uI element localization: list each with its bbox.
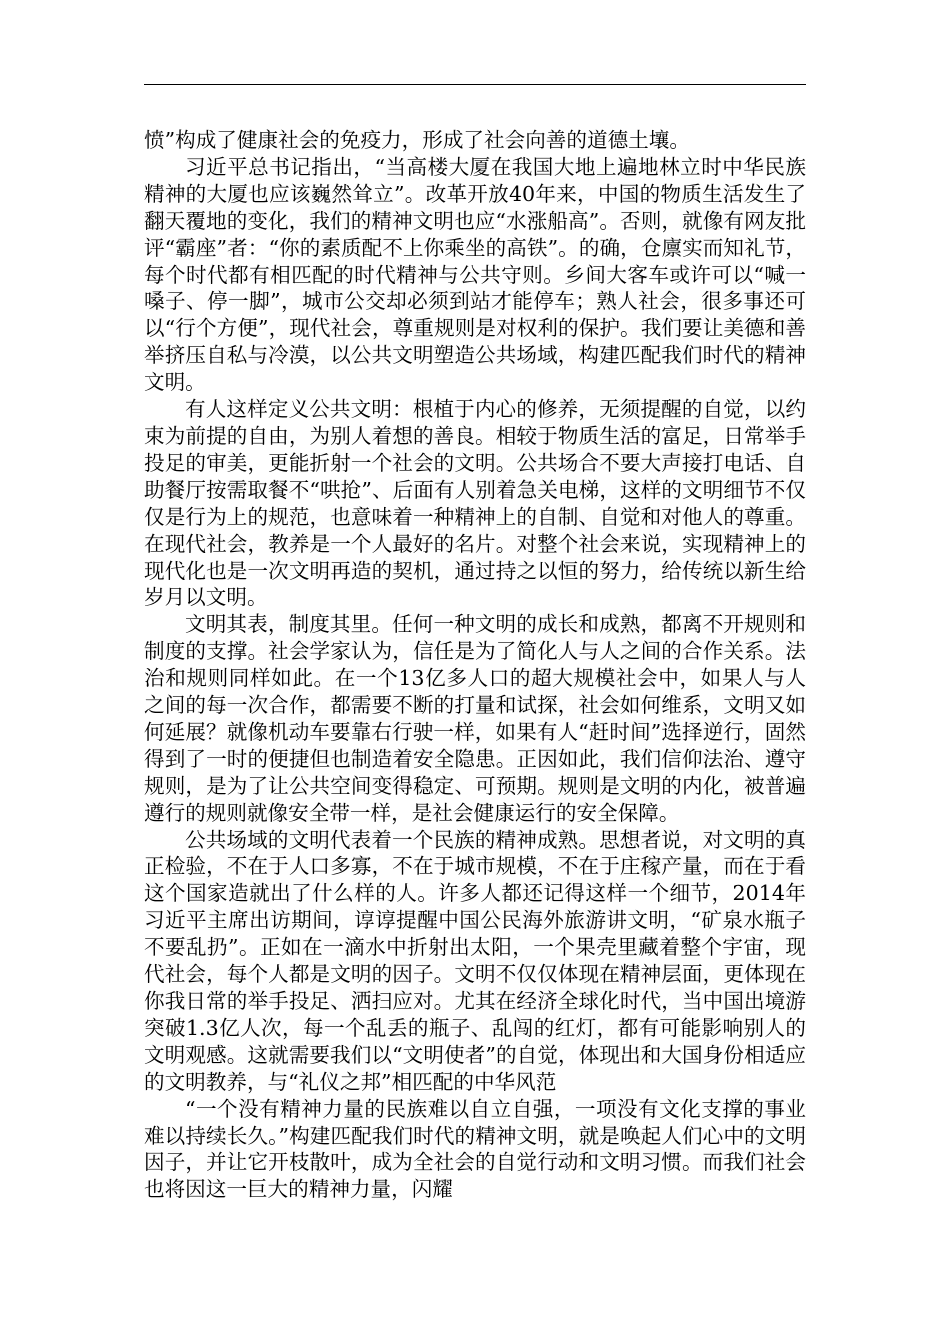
paragraph: 有人这样定义公共文明：根植于内心的修养，无须提醒的自觉，以约束为前提的自由，为别人着想的善良。相较于物质生活的富足，日常举手投足的审美，更能折射一个社会的文明。公共场合不要大声接打电话、自助餐厅按需取餐不“哄抢”、后面有人别着急关电梯，这样的文明细节不仅仅是行为上的规范，也意味着一种精神上的自制、自觉和对他人的尊重。在现代社会，教养是一个人最好的名片。对整个社会来说，实现精神上的现代化也是一次文明再造的契机，通过持之以恒的努力，给传统以新生给岁月以文明。 (144, 397, 806, 610)
paragraph: 公共场域的文明代表着一个民族的精神成熟。思想者说，对文明的真正检验，不在于人口多寡，不在于城市规模，不在于庄稼产量，而在于看这个国家造就出了什么样的人。许多人都还记得这样一个细节，2014年习近平主席出访期间，谆谆提醒中国公民海外旅游讲文明，“矿泉水瓶子不要乱扔”。正如在一滴水中折射出太阳，一个果壳里藏着整个宇宙，现代社会，每个人都是文明的因子。文明不仅仅体现在精神层面，更体现在你我日常的举手投足、洒扫应对。尤其在经济全球化时代，当中国出境游突破1.3亿人次，每一个乱丢的瓶子、乱闯的红灯，都有可能影响别人的文明观感。这就需要我们以“文明使者”的自觉，体现出和大国身份相适应的文明教养，与“礼仪之邦”相匹配的中华风范 (144, 827, 806, 1094)
paragraph: 文明其表，制度其里。任何一种文明的成长和成熟，都离不开规则和制度的支撑。社会学家认为，信任是为了简化人与人之间的合作关系。法治和规则同样如此。在一个13亿多人口的超大规模社会中，如果人与人之间的每一次合作，都需要不断的打量和试探，社会如何维系，文明又如何延展？就像机动车要靠右行驶一样，如果有人“赶时间”选择逆行，固然得到了一时的便捷但也制造着安全隐患。正因如此，我们信仰法治、遵守规则，是为了让公共空间变得稳定、可预期。规则是文明的内化，被普遍遵行的规则就像安全带一样，是社会健康运行的安全保障。 (144, 612, 806, 825)
paragraph: “一个没有精神力量的民族难以自立自强，一项没有文化支撑的事业难以持续长久。”构建匹配我们时代的精神文明，就是唤起人们心中的文明因子，并让它开枝散叶，成为全社会的自觉行动和文明习惯。而我们社会也将因这一巨大的精神力量，闪耀 (144, 1096, 806, 1202)
header-rule (144, 84, 806, 85)
body-text (144, 127, 806, 1203)
paragraph-continuation: 愤”构成了健康社会的免疫力，形成了社会向善的道德土壤。 (144, 128, 690, 152)
paragraph: 习近平总书记指出，“当高楼大厦在我国大地上遍地林立时中华民族精神的大厦也应该巍然耸立”。改革开放40年来，中国的物质生活发生了翻天覆地的变化，我们的精神文明也应“水涨船高”。否则，就像有网友批评“霸座”者：“你的素质配不上你乘坐的高铁”。的确，仓廪实而知礼节，每个时代都有相匹配的时代精神与公共守则。乡间大客车或许可以“喊一嗓子、停一脚”，城市公交却必须到站才能停车；熟人社会，很多事还可以“行个方便”，现代社会，尊重规则是对权利的保护。我们要让美德和善举挤压自私与冷漠，以公共文明塑造公共场域，构建匹配我们时代的精神文明。 (144, 154, 806, 395)
